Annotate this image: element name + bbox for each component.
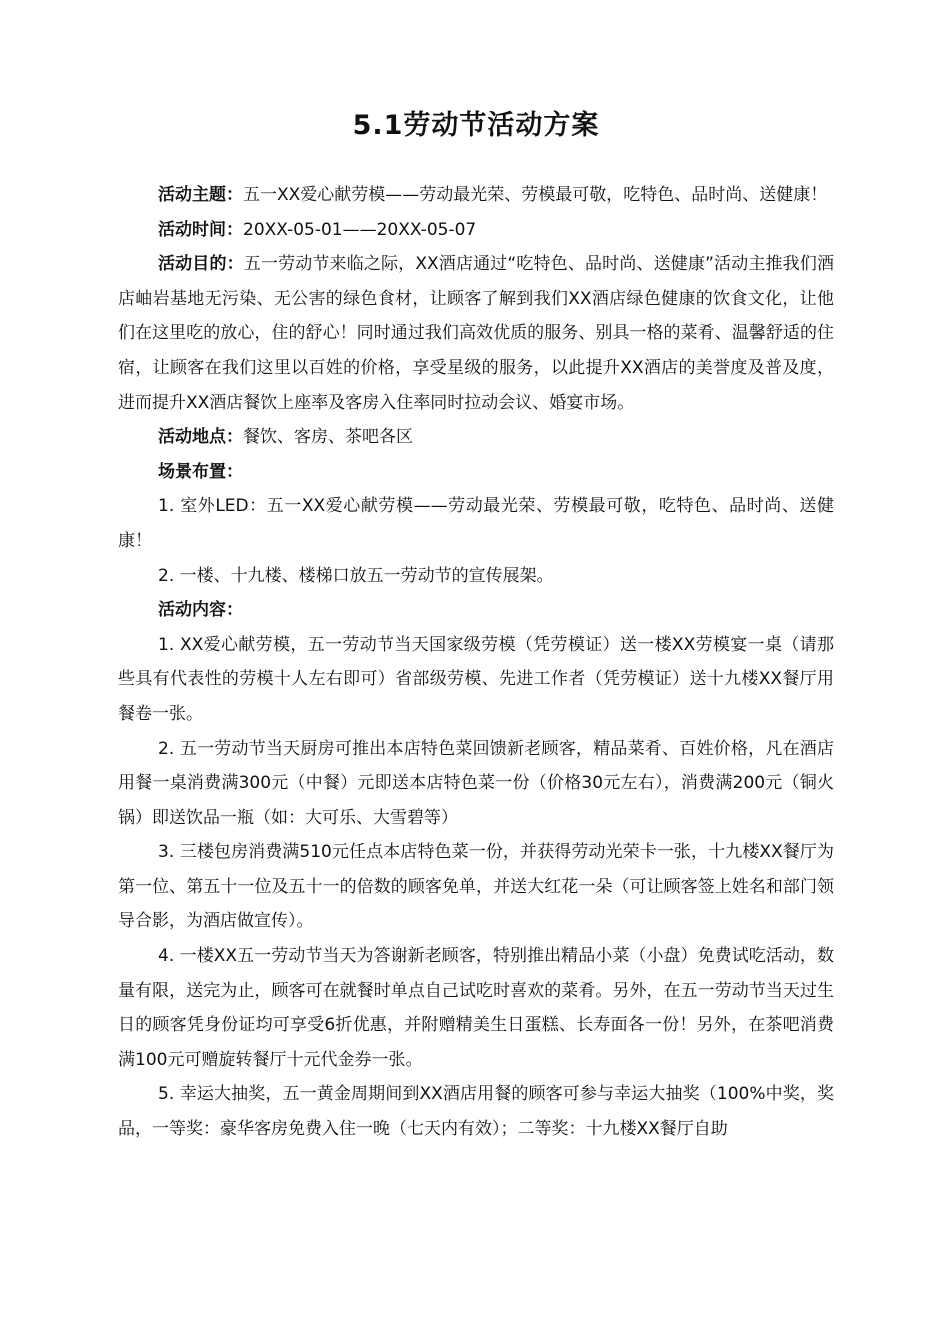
content-label: 活动内容： bbox=[158, 600, 243, 621]
content-item: 5. 幸运大抽奖，五一黄金周期间到XX酒店用餐的顾客可参与幸运大抽奖（100%中奖，奖品，一等奖：豪华客房免费入住一晚（七天内有效）；二等奖：十九楼XX餐厅自助 bbox=[118, 1084, 834, 1140]
activity-location bbox=[118, 420, 834, 455]
activity-time bbox=[118, 213, 834, 248]
location-label: 活动地点： bbox=[158, 427, 243, 448]
purpose-text: 五一劳动节来临之际，XX酒店通过“吃特色、品时尚、送健康”活动主推我们酒店岫岩基地无污染、无公害的绿色食材，让顾客了解到我们XX酒店绿色健康的饮食文化，让他们在这里吃的放心，住的舒心！同时通过我们高效优质的服务、别具一格的菜肴、温馨舒适的住宿，让顾客在我们这里以百姓的价格，享受星级的服务，以此提升XX酒店的美誉度及普及度，进而提升XX酒店餐饮上座率及客房入住率同时拉动会议、婚宴市场。 bbox=[118, 254, 834, 413]
content-heading bbox=[118, 593, 834, 628]
content-item: 1. XX爱心献劳模，五一劳动节当天国家级劳模（凭劳模证）送一楼XX劳模宴一桌（请那些具有代表性的劳模十人左右即可）省部级劳模、先进工作者（凭劳模证）送十九楼XX餐厅用餐卷一张。 bbox=[118, 634, 834, 724]
setup-item: 1. 室外LED：五一XX爱心献劳模——劳动最光荣、劳模最可敬，吃特色、品时尚、送健康！ bbox=[118, 496, 834, 551]
theme-text: 五一XX爱心献劳模——劳动最光荣、劳模最可敬，吃特色、品时尚、送健康！ bbox=[243, 185, 828, 205]
purpose-label: 活动目的： bbox=[158, 254, 244, 275]
time-label: 活动时间： bbox=[158, 219, 243, 240]
setup-label: 场景布置： bbox=[158, 461, 243, 482]
location-text: 餐饮、客房、茶吧各区 bbox=[243, 427, 413, 448]
content-item: 4. 一楼XX五一劳动节当天为答谢新老顾客，特别推出精品小菜（小盘）免费试吃活动，数量有限，送完为止，顾客可在就餐时单点自己试吃时喜欢的菜肴。另外，在五一劳动节当天过生日的顾客凭身份证均可享受6折优惠，并附赠精美生日蛋糕、长寿面各一份！另外，在茶吧消费满100元可赠旋转餐厅十元代金券一张。 bbox=[118, 946, 834, 1070]
activity-theme bbox=[118, 178, 834, 213]
setup-heading bbox=[118, 455, 834, 490]
theme-label: 活动主题： bbox=[158, 185, 243, 205]
activity-purpose bbox=[118, 247, 834, 420]
content-item: 2. 五一劳动节当天厨房可推出本店特色菜回馈新老顾客，精品菜肴、百姓价格，凡在酒店用餐一桌消费满300元（中餐）元即送本店特色菜一份（价格30元左右），消费满200元（铜火锅）即送饮品一瓶（如：大可乐、大雪碧等） bbox=[118, 738, 834, 828]
document-page bbox=[118, 104, 834, 1147]
page-title: 5.1劳动节活动方案 bbox=[352, 110, 600, 141]
setup-item: 2. 一楼、十九楼、楼梯口放五一劳动节的宣传展架。 bbox=[158, 565, 554, 586]
content-item: 3. 三楼包房消费满510元任点本店特色菜一份，并获得劳动光荣卡一张，十九楼XX餐厅为第一位、第五十一位及五十一的倍数的顾客免单，并送大红花一朵（可让顾客签上姓名和部门领导合影，为酒店做宣传）。 bbox=[118, 842, 834, 932]
time-text: 20XX-05-01——20XX-05-07 bbox=[243, 219, 477, 240]
